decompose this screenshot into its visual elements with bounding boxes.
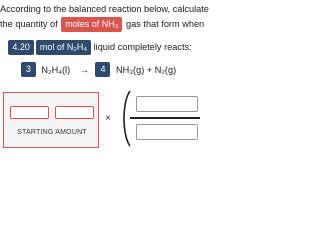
reaction-arrow: → (79, 64, 89, 75)
question-text-1: According to the balanced reaction below, calculate (0, 4, 209, 14)
conversion-numerator-field[interactable] (136, 96, 198, 112)
question-line-3 (0, 40, 200, 55)
starting-amount-unit-field[interactable] (55, 106, 94, 119)
question-line-2 (0, 17, 205, 32)
starting-amount-value-field[interactable] (10, 106, 49, 119)
question-text-suffix: gas that form when (126, 19, 205, 29)
reactant-coefficient-box: 3 (21, 62, 36, 77)
given-value-chip: 4.20 (8, 40, 34, 55)
product-formulas: NH₃(g) + N₂(g) (116, 64, 177, 75)
starting-amount-label: STARTING AMOUNT (17, 129, 87, 136)
given-unit-chip: mol of N₂H₄ (36, 40, 91, 55)
conversion-denominator-field[interactable] (136, 124, 198, 140)
multiply-sign: × (105, 113, 111, 124)
reactant-formula: N₂H₄(l) (41, 64, 71, 75)
balanced-equation (0, 62, 200, 77)
question-line-1 (0, 3, 209, 15)
question-text-prefix: the quantity of (0, 19, 58, 29)
conversion-factor (120, 90, 200, 147)
question-text-line3-suffix: liquid completely reacts: (93, 42, 192, 52)
starting-amount-inputs (10, 106, 94, 119)
target-quantity-chip: moles of NH₃ (61, 17, 122, 32)
product-coefficient-box: 4 (95, 62, 110, 77)
fraction-bar (130, 117, 200, 119)
starting-amount-card (3, 92, 99, 148)
